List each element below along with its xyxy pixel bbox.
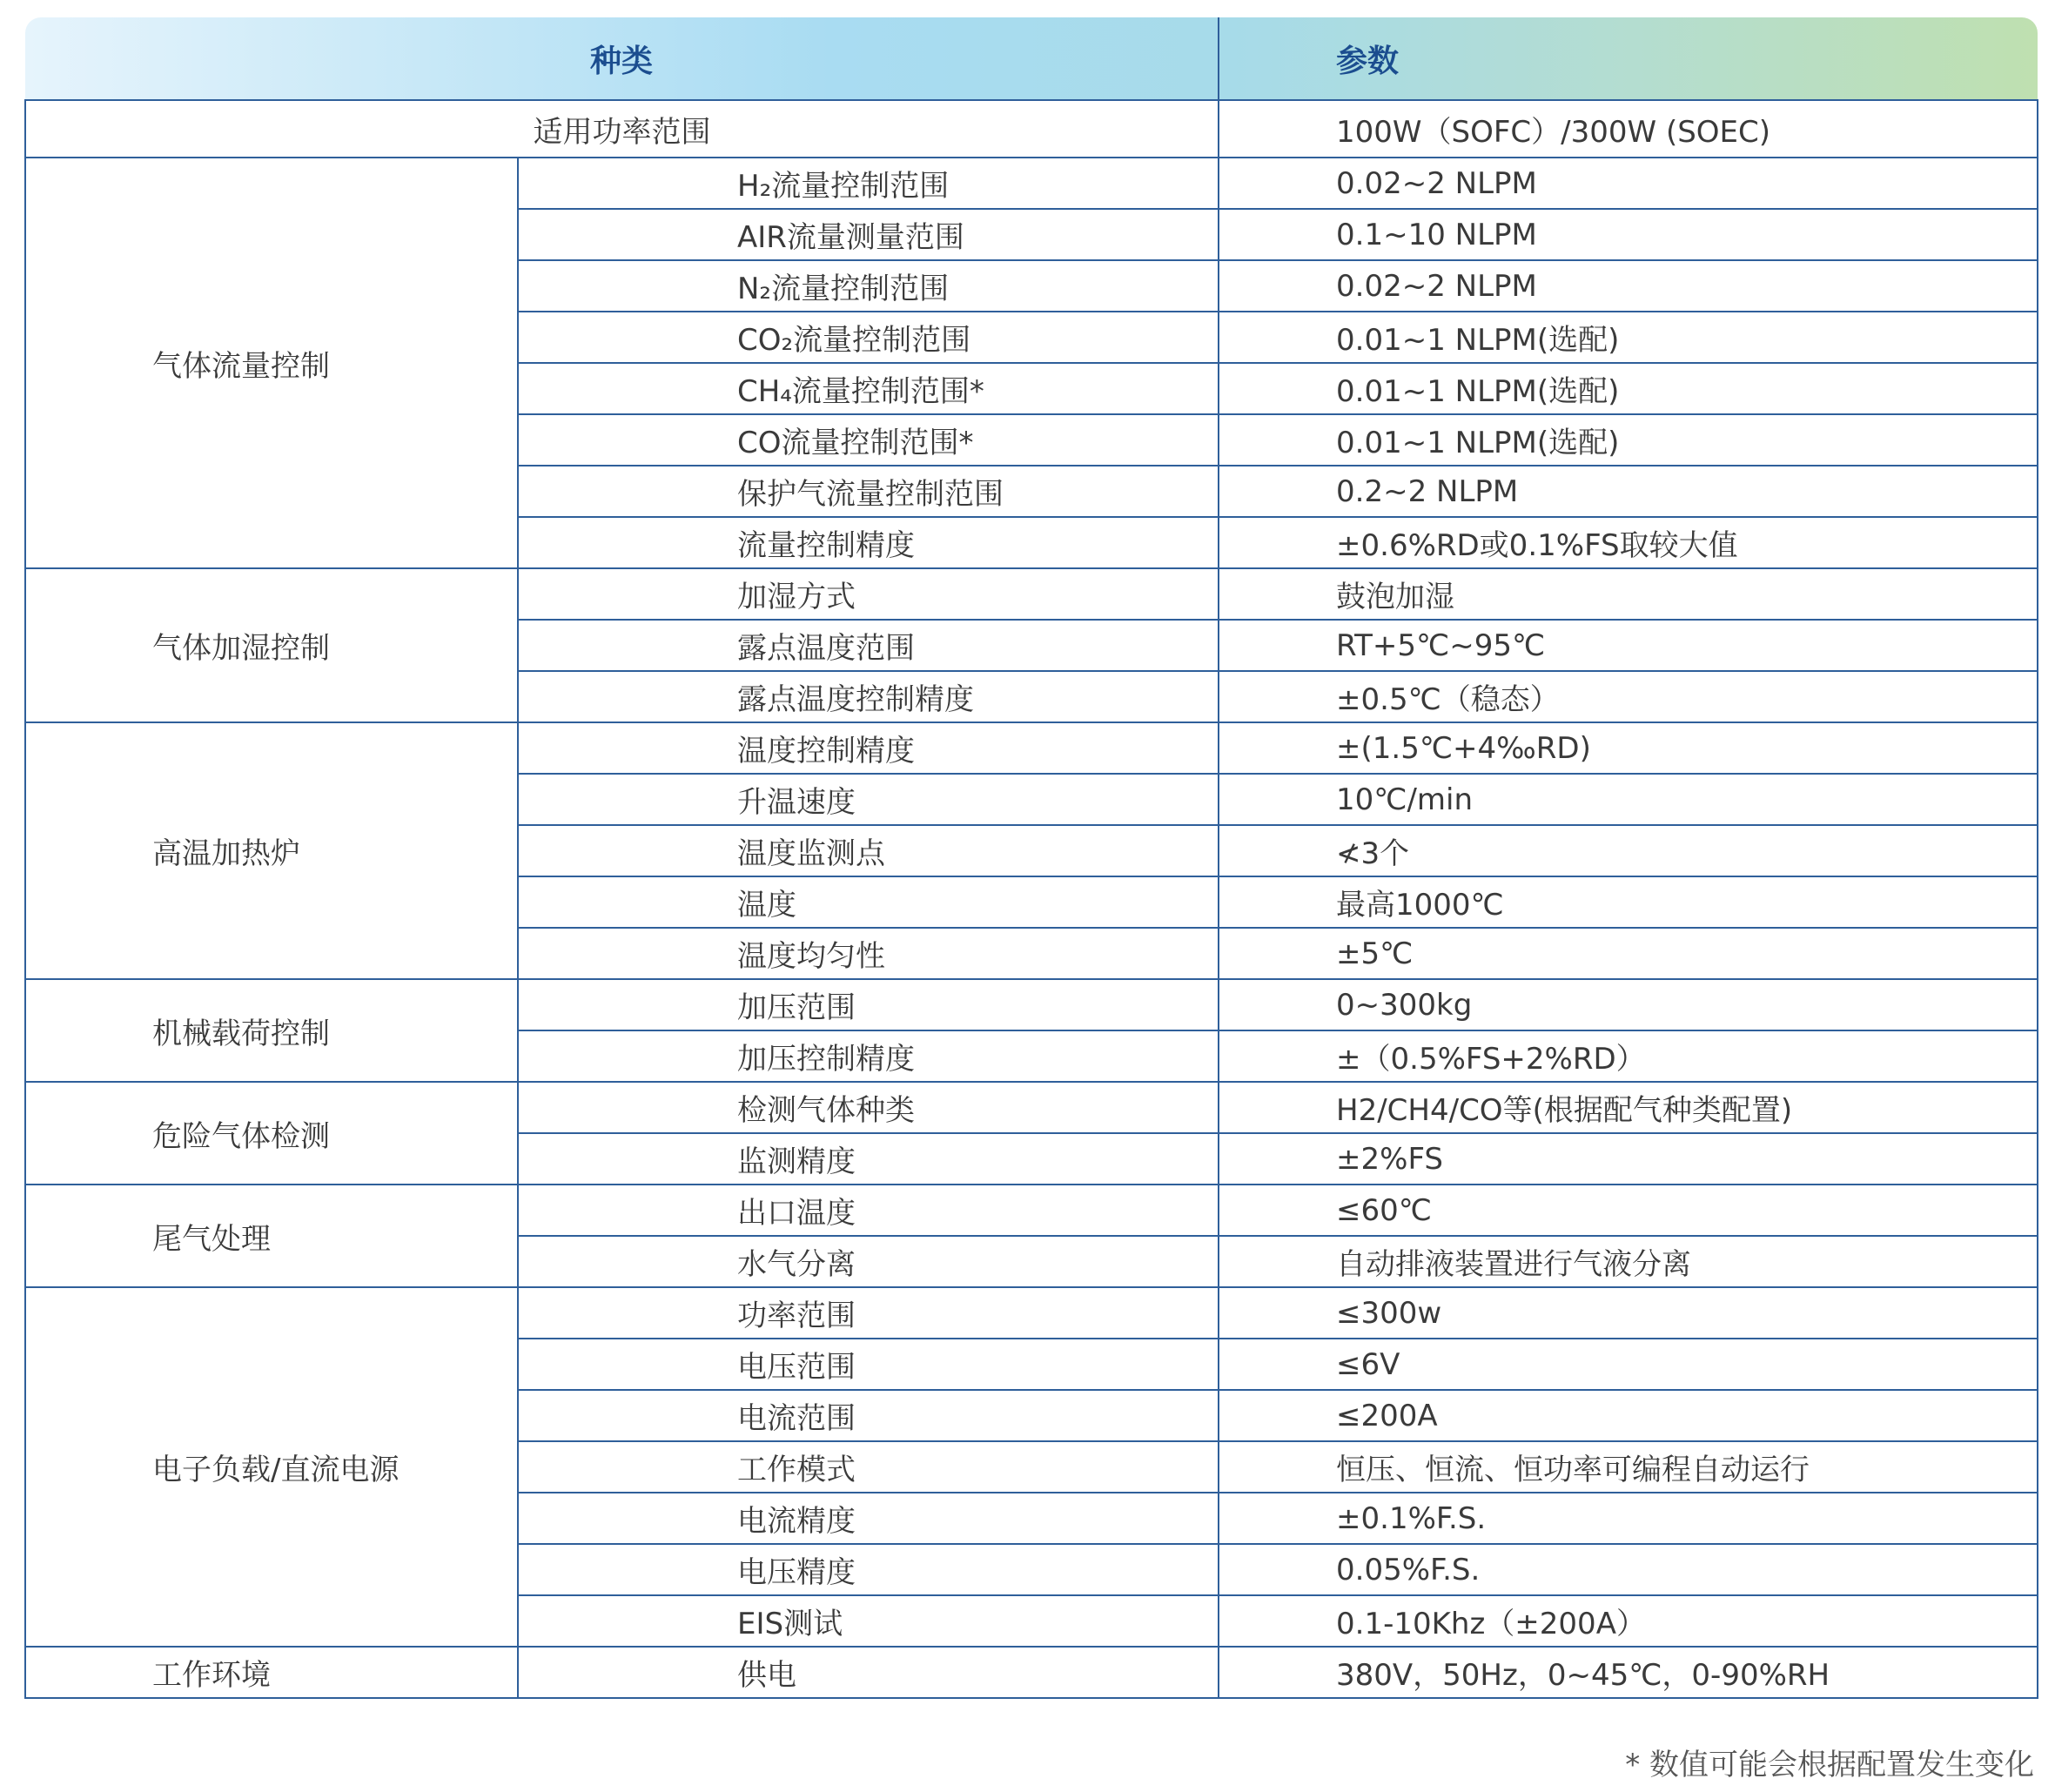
category-cell: 工作环境 [25, 1647, 518, 1698]
item-value-cell: 恒压、恒流、恒功率可编程自动运行 [1219, 1441, 2038, 1493]
item-value-cell: 0.2~2 NLPM [1219, 466, 2038, 517]
item-label-cell: CO流量控制范围* [518, 414, 1219, 466]
item-label-cell: 出口温度 [518, 1185, 1219, 1236]
category-cell: 电子负载/直流电源 [25, 1287, 518, 1647]
item-label-cell: CO₂流量控制范围 [518, 312, 1219, 363]
item-label-cell: 温度均匀性 [518, 928, 1219, 979]
item-value-cell: ≤300w [1219, 1287, 2038, 1339]
item-label-cell: EIS测试 [518, 1595, 1219, 1647]
table-header-row [25, 17, 2038, 100]
item-label-cell: 加湿方式 [518, 568, 1219, 620]
item-label-cell: 加压控制精度 [518, 1030, 1219, 1082]
item-label-cell: 露点温度控制精度 [518, 671, 1219, 722]
item-value-cell: 0.05%F.S. [1219, 1544, 2038, 1595]
item-label-cell: 电压精度 [518, 1544, 1219, 1595]
item-label-cell: AIR流量测量范围 [518, 209, 1219, 260]
item-label-cell: 功率范围 [518, 1287, 1219, 1339]
item-value-cell: ±0.5℃（稳态） [1219, 671, 2038, 722]
item-label-cell: 供电 [518, 1647, 1219, 1698]
item-label-cell: CH₄流量控制范围* [518, 363, 1219, 414]
item-label-cell: 工作模式 [518, 1441, 1219, 1493]
item-value-cell: 10℃/min [1219, 774, 2038, 825]
category-cell: 机械载荷控制 [25, 979, 518, 1082]
item-value-cell: 0.1~10 NLPM [1219, 209, 2038, 260]
spec-table [24, 17, 2038, 1699]
item-value-cell: 最高1000℃ [1219, 876, 2038, 928]
item-label-cell: N₂流量控制范围 [518, 260, 1219, 312]
item-value-cell: 0.1-10Khz（±200A） [1219, 1595, 2038, 1647]
item-value-cell: 0.02~2 NLPM [1219, 158, 2038, 209]
item-label-cell: 温度 [518, 876, 1219, 928]
item-value-cell: ±(1.5℃+4‰RD) [1219, 722, 2038, 774]
power-range-value: 100W（SOFC）/300W (SOEC) [1219, 100, 2038, 158]
item-label-cell: 加压范围 [518, 979, 1219, 1030]
item-value-cell: 0.01~1 NLPM(选配) [1219, 363, 2038, 414]
table-row [25, 1287, 2038, 1339]
item-value-cell: ±0.1%F.S. [1219, 1493, 2038, 1544]
item-value-cell: 0.02~2 NLPM [1219, 260, 2038, 312]
item-label-cell: 温度监测点 [518, 825, 1219, 876]
category-cell: 高温加热炉 [25, 722, 518, 979]
power-range-row [25, 100, 2038, 158]
category-cell: 气体流量控制 [25, 158, 518, 568]
category-cell: 气体加湿控制 [25, 568, 518, 722]
item-label-cell: 检测气体种类 [518, 1082, 1219, 1133]
item-label-cell: 保护气流量控制范围 [518, 466, 1219, 517]
table-row [25, 979, 2038, 1030]
table-row [25, 1647, 2038, 1698]
item-value-cell: H2/CH4/CO等(根据配气种类配置) [1219, 1082, 2038, 1133]
item-value-cell: 0~300kg [1219, 979, 2038, 1030]
item-value-cell: 0.01~1 NLPM(选配) [1219, 414, 2038, 466]
header-category: 种类 [25, 17, 1219, 100]
item-label-cell: H₂流量控制范围 [518, 158, 1219, 209]
item-label-cell: 温度控制精度 [518, 722, 1219, 774]
power-range-label: 适用功率范围 [25, 100, 1219, 158]
footnote: * 数值可能会根据配置发生变化 [1625, 1748, 2034, 1782]
category-cell: 尾气处理 [25, 1185, 518, 1287]
item-label-cell: 升温速度 [518, 774, 1219, 825]
item-value-cell: ≤6V [1219, 1339, 2038, 1390]
item-label-cell: 电压范围 [518, 1339, 1219, 1390]
item-label-cell: 水气分离 [518, 1236, 1219, 1287]
table-row [25, 722, 2038, 774]
table-row [25, 568, 2038, 620]
item-value-cell: ≤60℃ [1219, 1185, 2038, 1236]
item-label-cell: 监测精度 [518, 1133, 1219, 1185]
item-value-cell: ±5℃ [1219, 928, 2038, 979]
category-cell: 危险气体检测 [25, 1082, 518, 1185]
table-header [25, 17, 2038, 100]
item-label-cell: 电流范围 [518, 1390, 1219, 1441]
item-label-cell: 电流精度 [518, 1493, 1219, 1544]
item-value-cell: ±（0.5%FS+2%RD） [1219, 1030, 2038, 1082]
table-row [25, 158, 2038, 209]
item-value-cell: 380V，50Hz，0~45℃，0-90%RH [1219, 1647, 2038, 1698]
header-parameter: 参数 [1336, 43, 1400, 79]
item-value-cell: 鼓泡加湿 [1219, 568, 2038, 620]
item-value-cell: 自动排液装置进行气液分离 [1219, 1236, 2038, 1287]
item-value-cell: ±0.6%RD或0.1%FS取较大值 [1219, 517, 2038, 568]
item-label-cell: 流量控制精度 [518, 517, 1219, 568]
item-value-cell: ±2%FS [1219, 1133, 2038, 1185]
table-row [25, 1185, 2038, 1236]
item-value-cell: RT+5℃~95℃ [1219, 620, 2038, 671]
item-value-cell: ≤200A [1219, 1390, 2038, 1441]
item-label-cell: 露点温度范围 [518, 620, 1219, 671]
item-value-cell: 0.01~1 NLPM(选配) [1219, 312, 2038, 363]
table-row [25, 1082, 2038, 1133]
table-body [25, 100, 2038, 1698]
item-value-cell: ≮3个 [1219, 825, 2038, 876]
